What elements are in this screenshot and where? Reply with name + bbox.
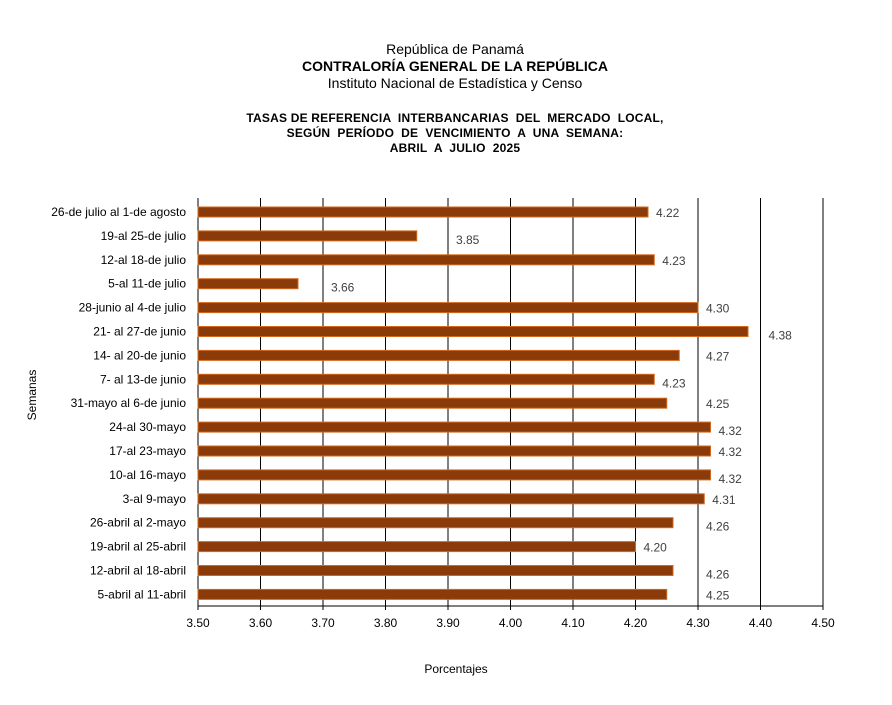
x-axis-label: Porcentajes: [424, 662, 488, 676]
bar: [198, 350, 679, 360]
bar: [198, 542, 636, 552]
category-label: 19-abril al 25-abril: [89, 539, 186, 554]
bar: [198, 327, 748, 337]
x-tick-label: 3.80: [373, 616, 398, 630]
category-label: 14- al 20-de junio: [93, 348, 186, 363]
category-label: 10-al 16-mayo: [109, 467, 186, 482]
category-label: 12-al 18-de julio: [100, 252, 186, 267]
category-label: 26-abril al 2-mayo: [89, 515, 186, 530]
value-label: 4.32: [718, 424, 742, 439]
header-institute: Instituto Nacional de Estadística y Censo: [327, 75, 583, 91]
category-label: 5-al 11-de julio: [108, 276, 186, 291]
bar: [198, 446, 711, 456]
category-label: 24-al 30-mayo: [109, 420, 186, 435]
category-label: 12-abril al 18-abril: [89, 563, 186, 578]
x-tick-label: 3.90: [436, 616, 460, 630]
value-label: 4.30: [706, 301, 730, 316]
bar: [198, 255, 654, 265]
x-tick-label: 4.50: [811, 616, 835, 630]
category-label: 3-al 9-mayo: [122, 491, 186, 506]
bar: [198, 589, 667, 599]
y-axis-label: Semanas: [25, 369, 39, 421]
value-label: 4.26: [706, 567, 730, 582]
bar: [198, 398, 667, 408]
bar: [198, 422, 711, 432]
bar: [198, 207, 648, 217]
bar: [198, 518, 673, 528]
value-label: 4.25: [706, 588, 730, 603]
bar: [198, 303, 698, 313]
bar: [198, 279, 298, 289]
category-label: 28-junio al 4-de julio: [78, 300, 186, 315]
category-label: 31-mayo al 6-de junio: [70, 396, 186, 411]
x-tick-label: 3.50: [186, 616, 210, 630]
x-tick-label: 4.00: [498, 616, 523, 630]
value-label: 4.27: [706, 349, 730, 364]
bar: [198, 374, 654, 384]
bar: [198, 494, 704, 504]
x-tick-label: 3.70: [311, 616, 335, 630]
category-labels: [51, 205, 186, 601]
value-label: 4.25: [706, 397, 730, 412]
value-label: 4.32: [718, 445, 742, 459]
chart-title-line-2: SEGÚN PERÍODO DE VENCIMIENTO A UNA SEMANA:: [286, 126, 624, 140]
category-label: 17-al 23-mayo: [109, 444, 186, 458]
value-label: 4.26: [706, 519, 730, 534]
category-label: 7- al 13-de junio: [99, 372, 186, 387]
chart-title-line-3: ABRIL A JULIO 2025: [389, 141, 521, 155]
header-country: República de Panamá: [386, 41, 524, 57]
value-label: 3.85: [456, 232, 480, 247]
value-label: 4.31: [712, 492, 736, 507]
value-label: 3.66: [331, 280, 355, 295]
bar: [198, 231, 417, 241]
x-tick-labels: [186, 616, 835, 630]
value-label: 4.32: [718, 471, 742, 486]
chart-title-line-1: TASAS DE REFERENCIA INTERBANCARIAS DEL MERCADO LOCAL,: [246, 111, 664, 125]
value-label: 4.23: [662, 253, 686, 268]
header-institution: CONTRALORÍA GENERAL DE LA REPÚBLICA: [302, 58, 608, 74]
x-tick-label: 4.20: [623, 616, 648, 630]
x-tick-label: 4.40: [748, 616, 773, 630]
x-tick-label: 4.30: [686, 616, 710, 630]
category-label: 19-al 25-de julio: [100, 228, 186, 243]
value-label: 4.20: [643, 540, 667, 555]
category-label: 5-abril al 11-abril: [97, 587, 186, 602]
value-label: 4.22: [656, 206, 680, 220]
category-label: 21- al 27-de junio: [93, 324, 186, 339]
value-label: 4.38: [768, 328, 792, 343]
x-tick-label: 4.10: [561, 616, 585, 630]
x-tick-label: 3.60: [248, 616, 273, 630]
category-label: 26-de julio al 1-de agosto: [51, 205, 186, 219]
bar: [198, 566, 673, 576]
bar: [198, 470, 711, 480]
value-label: 4.23: [662, 376, 686, 391]
